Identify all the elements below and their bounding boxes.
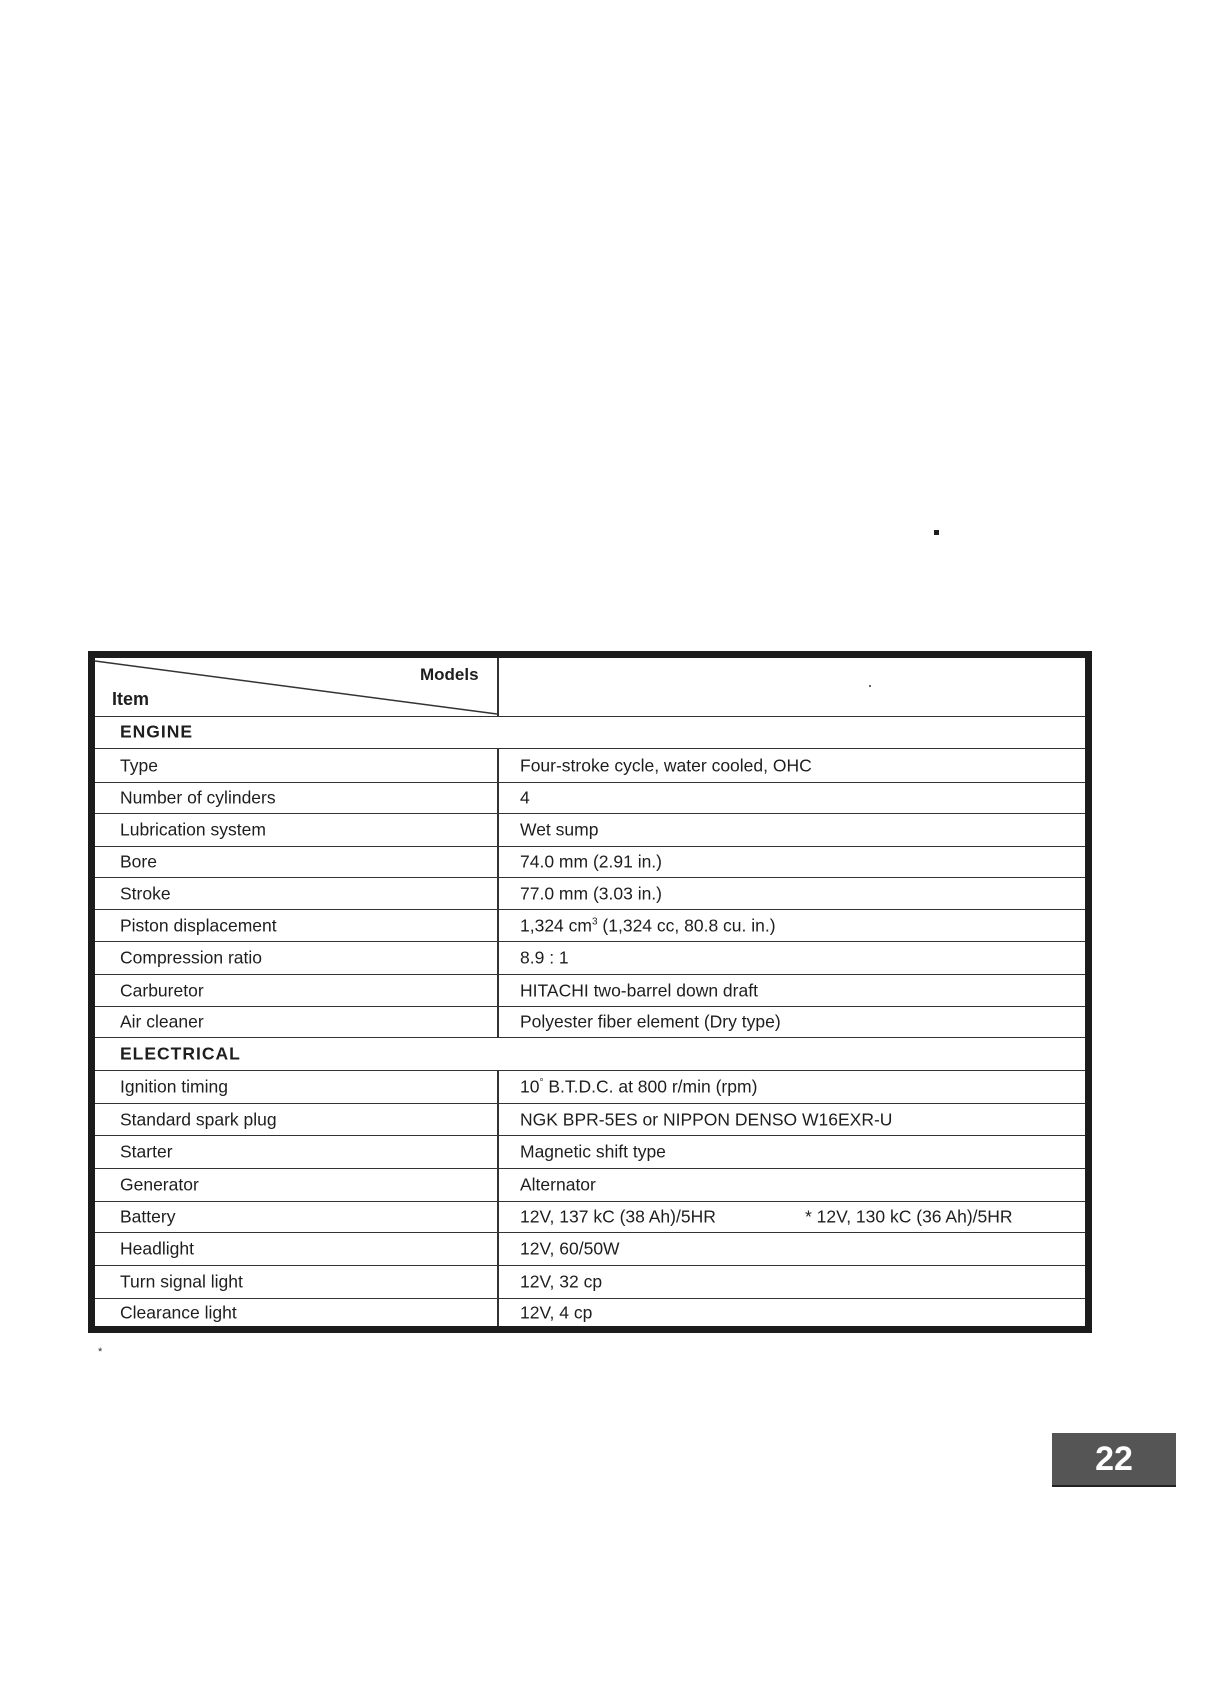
section-title: ELECTRICAL	[120, 1043, 241, 1064]
row-value: 12V, 4 cp	[520, 1302, 593, 1322]
table-row	[95, 749, 1085, 783]
row-label: Battery	[120, 1206, 176, 1227]
table-row	[95, 1299, 1085, 1326]
header-models-label: Models	[420, 665, 479, 684]
section-row-engine	[95, 716, 1085, 749]
section-title: ENGINE	[120, 721, 194, 742]
row-value: 4	[520, 787, 530, 808]
table-row	[95, 1169, 1085, 1202]
row-label: Clearance light	[120, 1302, 237, 1322]
page-number-badge: 22	[1052, 1433, 1176, 1487]
row-label: Air cleaner	[120, 1011, 204, 1032]
table-row	[95, 1007, 1085, 1038]
row-label: Generator	[120, 1174, 199, 1195]
row-value: Magnetic shift type	[520, 1141, 666, 1162]
table-row	[95, 910, 1085, 942]
table-row	[95, 1202, 1085, 1233]
table-row	[95, 1266, 1085, 1299]
row-label: Headlight	[120, 1238, 194, 1259]
row-value: 12V, 60/50W	[520, 1238, 620, 1259]
row-label: Bore	[120, 851, 157, 872]
table-row	[95, 1071, 1085, 1104]
table-header-row	[95, 658, 1085, 717]
row-value: 12V, 32 cp	[520, 1271, 603, 1292]
row-value: 12V, 137 kC (38 Ah)/5HR	[520, 1206, 716, 1227]
row-value: Wet sump	[520, 819, 599, 840]
row-value: NGK BPR-5ES or NIPPON DENSO W16EXR-U	[520, 1109, 893, 1129]
row-label: Starter	[120, 1141, 173, 1162]
row-value: Polyester fiber element (Dry type)	[520, 1011, 781, 1032]
table-row	[95, 975, 1085, 1007]
table-row	[95, 878, 1085, 910]
table-row	[95, 814, 1085, 847]
row-label: Compression ratio	[120, 947, 262, 968]
table-row	[95, 1136, 1085, 1169]
row-value: 74.0 mm (2.91 in.)	[520, 851, 662, 872]
row-label: Standard spark plug	[120, 1109, 277, 1129]
row-label: Carburetor	[120, 980, 204, 1000]
row-label: Turn signal light	[120, 1271, 243, 1292]
row-value: 8.9 : 1	[520, 947, 569, 968]
table-row	[95, 1104, 1085, 1136]
row-label: Stroke	[120, 883, 171, 903]
specifications-table	[88, 651, 1092, 1333]
table-row	[95, 783, 1085, 814]
row-label: Number of cylinders	[120, 787, 276, 808]
row-value: 10° B.T.D.C. at 800 r/min (rpm)	[520, 1076, 758, 1097]
row-value: 1,324 $cm^3$ (1,324 cc, 80.8 cu. in.)	[520, 915, 776, 935]
row-label: Type	[120, 755, 158, 775]
row-value: Four-stroke cycle, water cooled, OHC	[520, 755, 812, 775]
stray-dot-mark	[934, 530, 939, 535]
row-label: Lubrication system	[120, 819, 266, 840]
table-row	[95, 1233, 1085, 1266]
table-row	[95, 847, 1085, 878]
row-value: HITACHI two-barrel down draft	[520, 980, 758, 1000]
row-value-alternate: * 12V, 130 kC (36 Ah)/5HR	[805, 1206, 1013, 1227]
footnote-mark: *	[98, 1346, 103, 1358]
row-label: Ignition timing	[120, 1076, 228, 1097]
header-item-label: Item	[112, 689, 150, 709]
row-label: Piston displacement	[120, 915, 277, 935]
column-divider	[497, 658, 499, 716]
section-row-electrical	[95, 1038, 1085, 1071]
row-value: 77.0 mm (3.03 in.)	[520, 883, 662, 903]
table-row	[95, 942, 1085, 975]
row-value: Alternator	[520, 1174, 596, 1195]
